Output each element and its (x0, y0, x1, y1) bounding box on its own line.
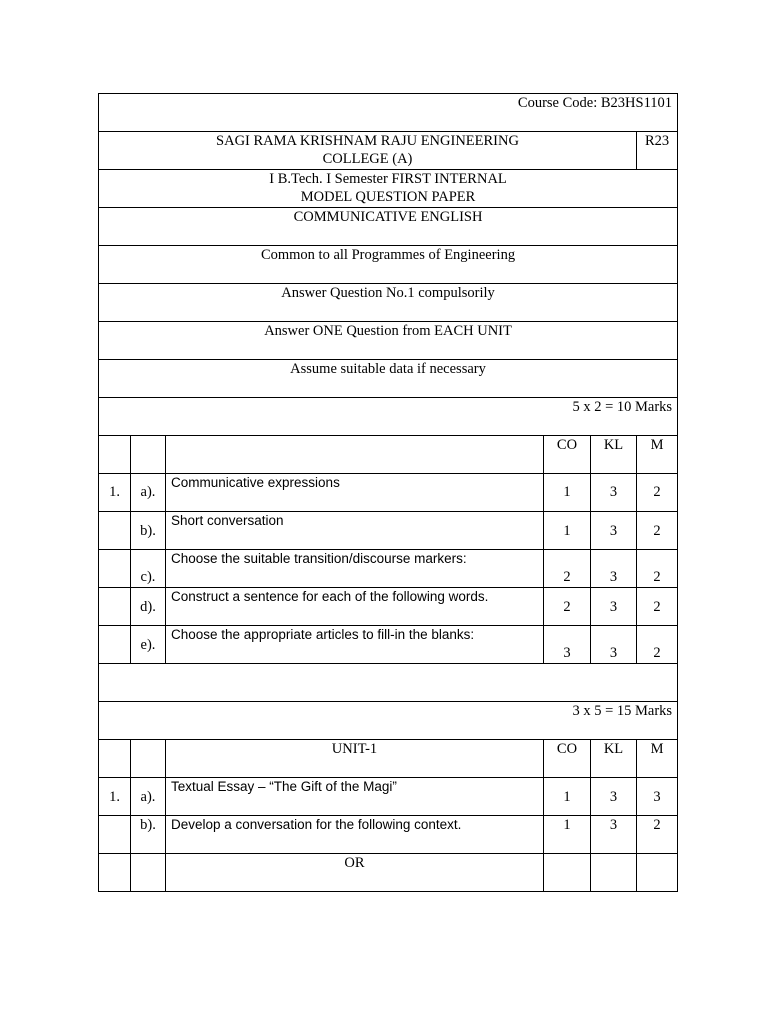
question-kl: 3 (591, 588, 637, 626)
question-marks: 2 (637, 816, 678, 854)
question-label: e). (131, 626, 166, 664)
college-name (99, 132, 637, 170)
question-label: c). (131, 550, 166, 588)
question-number-empty (99, 854, 131, 892)
question-co: 3 (544, 626, 591, 664)
question-text: Choose the appropriate articles to fill-in the blanks: (166, 626, 544, 664)
column-header-co: CO (544, 436, 591, 474)
column-header-kl: KL (591, 740, 637, 778)
header-qno-cell (99, 740, 131, 778)
instruction-compulsory: Answer Question No.1 compulsorily (99, 284, 678, 322)
question-kl: 3 (591, 816, 637, 854)
question-co: 1 (544, 474, 591, 512)
question-row (99, 550, 678, 588)
question-text: Communicative expressions (166, 474, 544, 512)
empty-marks-cell (637, 854, 678, 892)
question-number: 1. (99, 474, 131, 512)
exam-title-line2: MODEL QUESTION PAPER (300, 189, 476, 205)
empty-kl-cell (591, 854, 637, 892)
question-row (99, 816, 678, 854)
part-a-marks-row (99, 398, 678, 436)
exam-title-row (99, 170, 678, 208)
question-label: b). (131, 512, 166, 550)
question-paper-table (98, 93, 678, 892)
question-row (99, 512, 678, 550)
question-number: 1. (99, 778, 131, 816)
instruction-row (99, 284, 678, 322)
question-row (99, 626, 678, 664)
question-text: Construct a sentence for each of the following words. (166, 588, 544, 626)
question-kl: 3 (591, 474, 637, 512)
question-text: Develop a conversation for the following context. (166, 816, 544, 854)
question-row (99, 588, 678, 626)
question-kl: 3 (591, 512, 637, 550)
spacer-row (99, 664, 678, 702)
instruction-row (99, 322, 678, 360)
question-row (99, 778, 678, 816)
question-number-empty (99, 550, 131, 588)
question-co: 1 (544, 512, 591, 550)
header-label-cell (131, 436, 166, 474)
instruction-row (99, 246, 678, 284)
question-text: Short conversation (166, 512, 544, 550)
unit-title: UNIT-1 (166, 740, 544, 778)
part-b-marks: 3 x 5 = 15 Marks (99, 702, 678, 740)
unit-header-row (99, 740, 678, 778)
question-label: a). (131, 474, 166, 512)
question-text: Textual Essay – “The Gift of the Magi” (166, 778, 544, 816)
question-number-empty (99, 816, 131, 854)
question-label-empty (131, 854, 166, 892)
question-row (99, 474, 678, 512)
question-text: Choose the suitable transition/discourse markers: (166, 550, 544, 588)
question-kl: 3 (591, 626, 637, 664)
question-kl: 3 (591, 550, 637, 588)
column-header-m: M (637, 740, 678, 778)
question-co: 1 (544, 816, 591, 854)
header-question-cell (166, 436, 544, 474)
subject-row (99, 208, 678, 246)
question-kl: 3 (591, 778, 637, 816)
question-label: b). (131, 816, 166, 854)
question-marks: 3 (637, 778, 678, 816)
college-name-line2: COLLEGE (A) (322, 151, 413, 167)
header-label-cell (131, 740, 166, 778)
subject-title: COMMUNICATIVE ENGLISH (99, 208, 678, 246)
question-co: 2 (544, 550, 591, 588)
question-marks: 2 (637, 588, 678, 626)
question-number-empty (99, 512, 131, 550)
column-header-co: CO (544, 740, 591, 778)
question-co: 2 (544, 588, 591, 626)
college-name-line1: SAGI RAMA KRISHNAM RAJU ENGINEERING (216, 133, 519, 149)
or-label: OR (166, 854, 544, 892)
question-marks: 2 (637, 550, 678, 588)
question-number-empty (99, 588, 131, 626)
question-marks: 2 (637, 474, 678, 512)
spacer-cell (99, 664, 678, 702)
question-paper (98, 93, 677, 892)
exam-title (99, 170, 678, 208)
instruction-each-unit: Answer ONE Question from EACH UNIT (99, 322, 678, 360)
question-co: 1 (544, 778, 591, 816)
question-number-empty (99, 626, 131, 664)
question-label: a). (131, 778, 166, 816)
course-code: Course Code: B23HS1101 (99, 94, 678, 132)
question-marks: 2 (637, 512, 678, 550)
instruction-assume-data: Assume suitable data if necessary (99, 360, 678, 398)
part-b-marks-row (99, 702, 678, 740)
course-code-row (99, 94, 678, 132)
question-marks: 2 (637, 626, 678, 664)
exam-title-line1: I B.Tech. I Semester FIRST INTERNAL (269, 171, 507, 187)
header-qno-cell (99, 436, 131, 474)
college-row (99, 132, 678, 170)
column-header-kl: KL (591, 436, 637, 474)
column-header-m: M (637, 436, 678, 474)
or-row (99, 854, 678, 892)
regulation-code: R23 (637, 132, 678, 170)
part-a-column-header-row (99, 436, 678, 474)
instruction-common: Common to all Programmes of Engineering (99, 246, 678, 284)
question-label: d). (131, 588, 166, 626)
instruction-row (99, 360, 678, 398)
part-a-marks: 5 x 2 = 10 Marks (99, 398, 678, 436)
empty-co-cell (544, 854, 591, 892)
